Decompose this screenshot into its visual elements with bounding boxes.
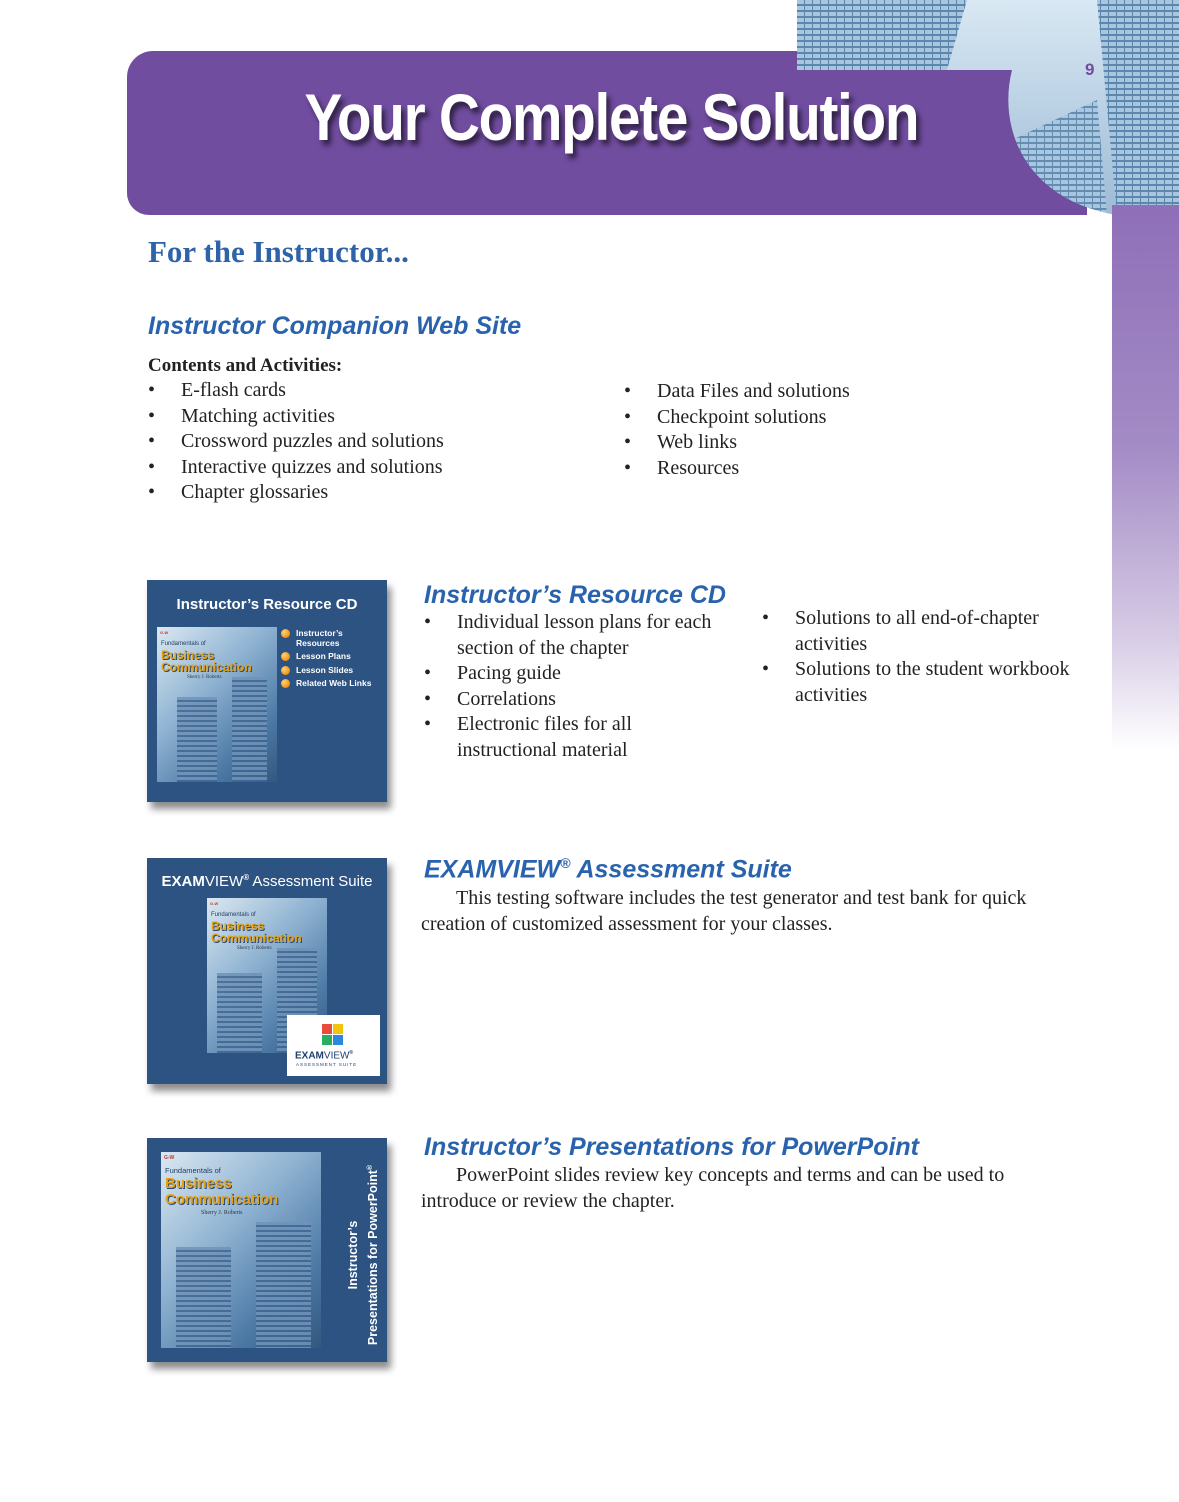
book-cover: [161, 1152, 321, 1348]
examview-logo-word: EXAMVIEW®: [295, 1050, 354, 1062]
cd-menu-item: Lesson Slides: [281, 666, 387, 676]
book-brand: G-W: [160, 630, 169, 635]
resource-cd-title: Instructor’s Resource CD: [424, 581, 726, 609]
book-title-1: Business: [161, 648, 215, 662]
list-item: • Interactive quizzes and solutions: [148, 455, 444, 481]
cd-menu: [281, 629, 387, 693]
examview-logo-sub: ASSESSMENT SUITE: [296, 1062, 358, 1067]
book-subtitle: Fundamentals of: [211, 912, 256, 918]
vertical-line-2: Presentations for PowerPoint®: [366, 1164, 381, 1346]
building-graphic: [232, 677, 267, 782]
bullet-icon: [281, 666, 290, 675]
book-author: Sherry J. Roberts: [201, 1210, 243, 1216]
page-number: 9: [1085, 60, 1095, 79]
examview-description: This testing software includes the test generator and test bank for quick creation of customized assessment for your classes.: [421, 887, 1027, 935]
cd-heading: Instructor’s Resource CD: [176, 596, 358, 613]
examview-cover-heading: EXAMVIEW® Assessment Suite: [161, 873, 373, 890]
examview-logo: [287, 1015, 380, 1076]
book-author: Sherry J. Roberts: [187, 675, 222, 680]
book-title-2: Communication: [161, 660, 252, 674]
resource-cd-left-list: [424, 610, 714, 763]
book-brand: G-W: [210, 901, 219, 906]
book-brand: G-W: [164, 1155, 175, 1161]
list-item: • Chapter glossaries: [148, 480, 444, 506]
list-item: • Individual lesson plans for each section of the chapter: [424, 610, 714, 661]
building-graphic: [176, 1247, 231, 1348]
list-item: • E-flash cards: [148, 378, 444, 404]
powerpoint-vertical-label: [345, 1140, 382, 1370]
powerpoint-description: PowerPoint slides review key concepts and terms and can be used to introduce or review the chapter.: [421, 1164, 1005, 1212]
vertical-line-1: Instructor’s: [346, 1220, 360, 1290]
bullet-icon: [281, 629, 290, 638]
book-title-2: Communication: [211, 931, 302, 945]
cd-menu-item: Lesson Plans: [281, 652, 387, 662]
side-gradient-bar: [1112, 205, 1179, 750]
bullet-icon: [281, 652, 290, 661]
list-item: • Solutions to the student workbook activities: [762, 657, 1082, 708]
book-subtitle: Fundamentals of: [161, 641, 206, 647]
building-graphic: [177, 697, 217, 782]
companion-left-list: [148, 378, 444, 506]
book-title-1: Business: [165, 1175, 232, 1192]
page-title: Your Complete Solution: [304, 80, 919, 154]
book-cover: [157, 627, 277, 782]
resource-cd-right-list: [762, 606, 1082, 708]
powerpoint-title: Instructor’s Presentations for PowerPoint: [424, 1133, 920, 1161]
list-item: • Checkpoint solutions: [624, 405, 850, 431]
examview-title: EXAMVIEW® Assessment Suite: [424, 855, 792, 884]
list-item: • Pacing guide: [424, 661, 714, 687]
companion-title: Instructor Companion Web Site: [148, 312, 522, 340]
book-author: Sherry J. Roberts: [237, 946, 272, 951]
book-title-2: Communication: [165, 1191, 279, 1208]
list-item: • Correlations: [424, 687, 714, 713]
powerpoint-cover: [147, 1138, 387, 1362]
puzzle-icon: [320, 1022, 346, 1048]
list-item: • Web links: [624, 430, 850, 456]
list-item: • Matching activities: [148, 404, 444, 430]
examview-cover: [147, 858, 387, 1084]
section-heading: For the Instructor...: [148, 234, 409, 269]
list-item: • Solutions to all end-of-chapter activities: [762, 606, 1082, 657]
companion-subheading: Contents and Activities:: [148, 355, 343, 376]
list-item: • Resources: [624, 456, 850, 482]
resource-cd-cover: [147, 580, 387, 802]
bullet-icon: [281, 679, 290, 688]
list-item: • Data Files and solutions: [624, 379, 850, 405]
building-graphic: [217, 973, 262, 1053]
book-title-1: Business: [211, 919, 265, 933]
cd-menu-item: Instructor’s Resources: [281, 629, 387, 648]
list-item: • Electronic files for all instructional material: [424, 712, 714, 763]
list-item: • Crossword puzzles and solutions: [148, 429, 444, 455]
companion-right-list: [624, 379, 850, 481]
building-graphic: [256, 1222, 311, 1348]
book-subtitle: Fundamentals of: [165, 1166, 221, 1175]
cd-menu-item: Related Web Links: [281, 679, 387, 689]
